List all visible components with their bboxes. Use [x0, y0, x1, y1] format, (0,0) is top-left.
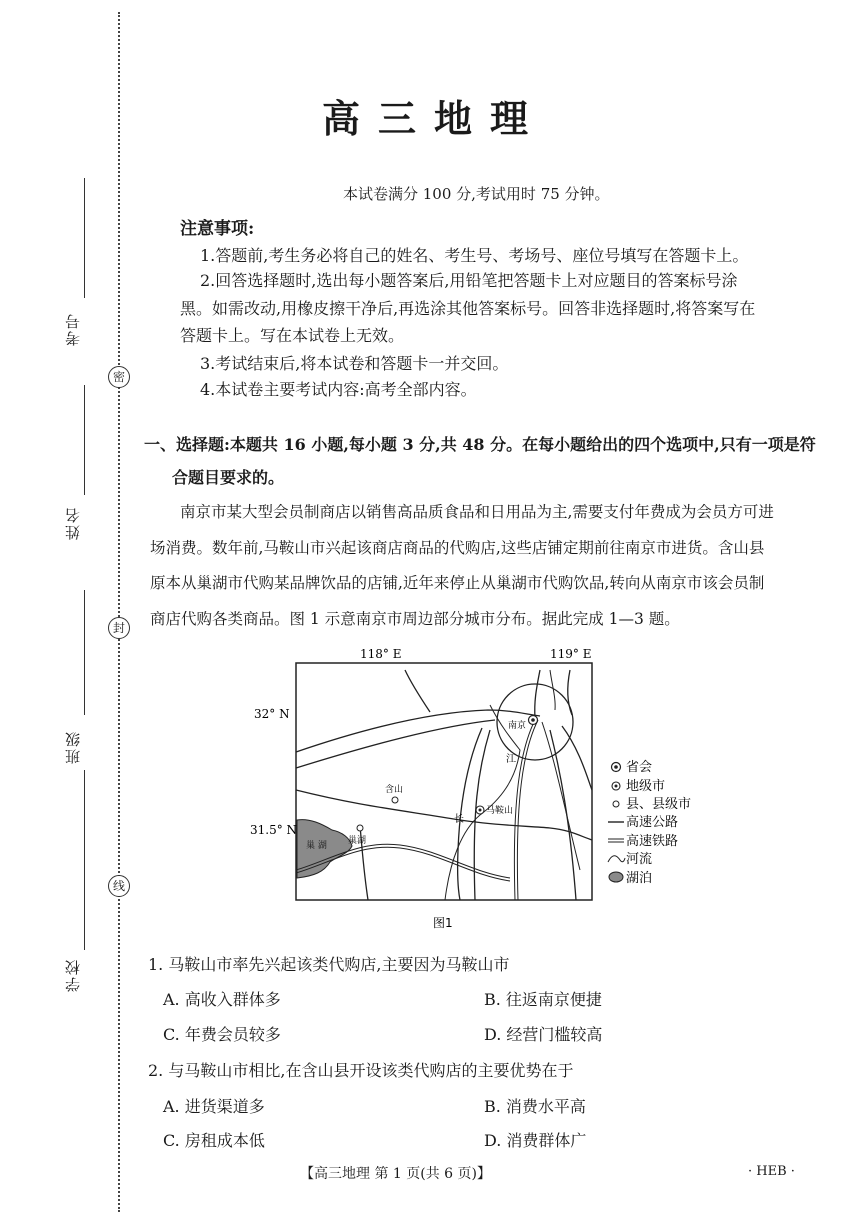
- margin-label-xingming: 姓名: [64, 506, 82, 540]
- label-nanjing: 南京: [508, 721, 527, 731]
- legend-capital: 省会: [626, 760, 653, 775]
- chaohu-city-marker: [357, 825, 363, 831]
- margin-label-banji: 班级: [64, 730, 82, 764]
- question-1-option-b[interactable]: B. 往返南京便捷: [484, 990, 602, 1009]
- nanjing-marker: [529, 716, 538, 725]
- kaohao-fill-line[interactable]: [84, 178, 85, 298]
- map-frame: [296, 663, 592, 900]
- seal-xian: 线: [108, 875, 130, 897]
- section-heading-line1: 一、选择题:本题共 16 小题,每小题 3 分,共 48 分。在每小题给出的四个选项中,只有一项是符: [144, 435, 816, 454]
- legend-prefecture-icon: [612, 782, 620, 790]
- question-2-option-b[interactable]: B. 消费水平高: [484, 1097, 586, 1116]
- label-jiang: 江: [506, 754, 516, 765]
- notice-heading: 注意事项:: [180, 219, 255, 239]
- question-2-option-d[interactable]: D. 消费群体广: [484, 1131, 587, 1150]
- question-1-option-c[interactable]: C. 年费会员较多: [163, 1025, 281, 1044]
- question-2-option-c[interactable]: C. 房租成本低: [163, 1131, 265, 1150]
- legend-capital-icon: [612, 763, 621, 772]
- legend-river-icon: [608, 856, 625, 862]
- margin-label-kaohao: 考号: [64, 312, 82, 346]
- footer-code: · HEB ·: [748, 1164, 795, 1179]
- passage-line-1: 南京市某大型会员制商店以销售高品质食品和日用品为主,需要支付年费成为会员方可进: [180, 503, 774, 521]
- legend-highway: 高速公路: [626, 815, 679, 830]
- lon-119: 119° E: [550, 647, 592, 661]
- high-speed-rails: [296, 720, 580, 900]
- legend-rail-icon: [608, 839, 624, 842]
- legend-lake-icon: [609, 872, 623, 882]
- label-chaohu-lake: 巢 湖: [306, 841, 327, 851]
- legend-lake: 湖泊: [626, 871, 653, 886]
- maanshan-marker: [476, 806, 484, 814]
- legend-rail: 高速铁路: [626, 834, 679, 849]
- legend-river: 河流: [626, 852, 653, 867]
- passage-line-3: 原本从巢湖市代购某品牌饮品的店铺,近年来停止从巢湖市代购饮品,转向从南京市该会员制: [150, 574, 765, 592]
- legend-prefecture: 地级市: [626, 779, 666, 794]
- margin-label-xuexiao: 学校: [64, 958, 82, 992]
- xuexiao-fill-line[interactable]: [84, 770, 85, 950]
- footer-page-info: 【高三地理 第 1 页(共 6 页)】: [300, 1166, 491, 1182]
- question-1-stem: 1. 马鞍山市率先兴起该类代购店,主要因为马鞍山市: [148, 955, 510, 974]
- lon-118: 118° E: [360, 647, 402, 661]
- xingming-fill-line[interactable]: [84, 385, 85, 495]
- label-chaohu-city: 巢湖: [348, 836, 367, 846]
- section-heading-line2: 合题目要求的。: [172, 468, 285, 487]
- lat-32: 32° N: [254, 707, 290, 721]
- legend-county: 县、县级市: [626, 797, 692, 812]
- label-maanshan: 马鞍山: [486, 806, 514, 816]
- binding-dotted-line: [118, 12, 120, 1212]
- notice-item-2-end: 答题卡上。写在本试卷上无效。: [180, 326, 405, 345]
- figure-caption: 图1: [433, 916, 453, 930]
- legend-county-icon: [613, 801, 619, 807]
- notice-item-2-cont: 黑。如需改动,用橡皮擦干净后,再选涂其他答案标号。回答非选择题时,将答案写在: [180, 299, 756, 318]
- exam-title: 高三地理: [321, 96, 546, 141]
- rivers: [445, 670, 555, 900]
- label-chang: 长: [454, 814, 464, 825]
- seal-mi: 密: [108, 366, 130, 388]
- banji-fill-line[interactable]: [84, 590, 85, 715]
- question-1-option-d[interactable]: D. 经营门槛较高: [484, 1025, 603, 1044]
- label-hanshan: 含山: [385, 785, 404, 795]
- notice-item-2: 2.回答选择题时,选出每小题答案后,用铅笔把答题卡上对应题目的答案标号涂: [200, 271, 738, 290]
- question-2-option-a[interactable]: A. 进货渠道多: [163, 1097, 265, 1116]
- exam-subtitle: 本试卷满分 100 分,考试用时 75 分钟。: [343, 185, 610, 203]
- notice-item-1: 1.答题前,考生务必将自己的姓名、考生号、考场号、座位号填写在答题卡上。: [200, 246, 749, 265]
- notice-item-4: 4.本试卷主要考试内容:高考全部内容。: [200, 380, 477, 399]
- seal-feng: 封: [108, 617, 130, 639]
- notice-item-3: 3.考试结束后,将本试卷和答题卡一并交回。: [200, 354, 509, 373]
- passage-line-4: 商店代购各类商品。图 1 示意南京市周边部分城市分布。据此完成 1—3 题。: [150, 610, 680, 628]
- passage-line-2: 场消费。数年前,马鞍山市兴起该商店商品的代购店,这些店铺定期前往南京市进货。含山县: [150, 539, 765, 557]
- question-2-stem: 2. 与马鞍山市相比,在含山县开设该类代购店的主要优势在于: [148, 1061, 574, 1080]
- map-legend: [608, 759, 691, 886]
- highways: [296, 670, 592, 900]
- figure-1-map: [250, 640, 700, 940]
- lat-31-5: 31.5° N: [250, 823, 298, 837]
- hanshan-marker: [392, 797, 398, 803]
- question-1-option-a[interactable]: A. 高收入群体多: [163, 990, 281, 1009]
